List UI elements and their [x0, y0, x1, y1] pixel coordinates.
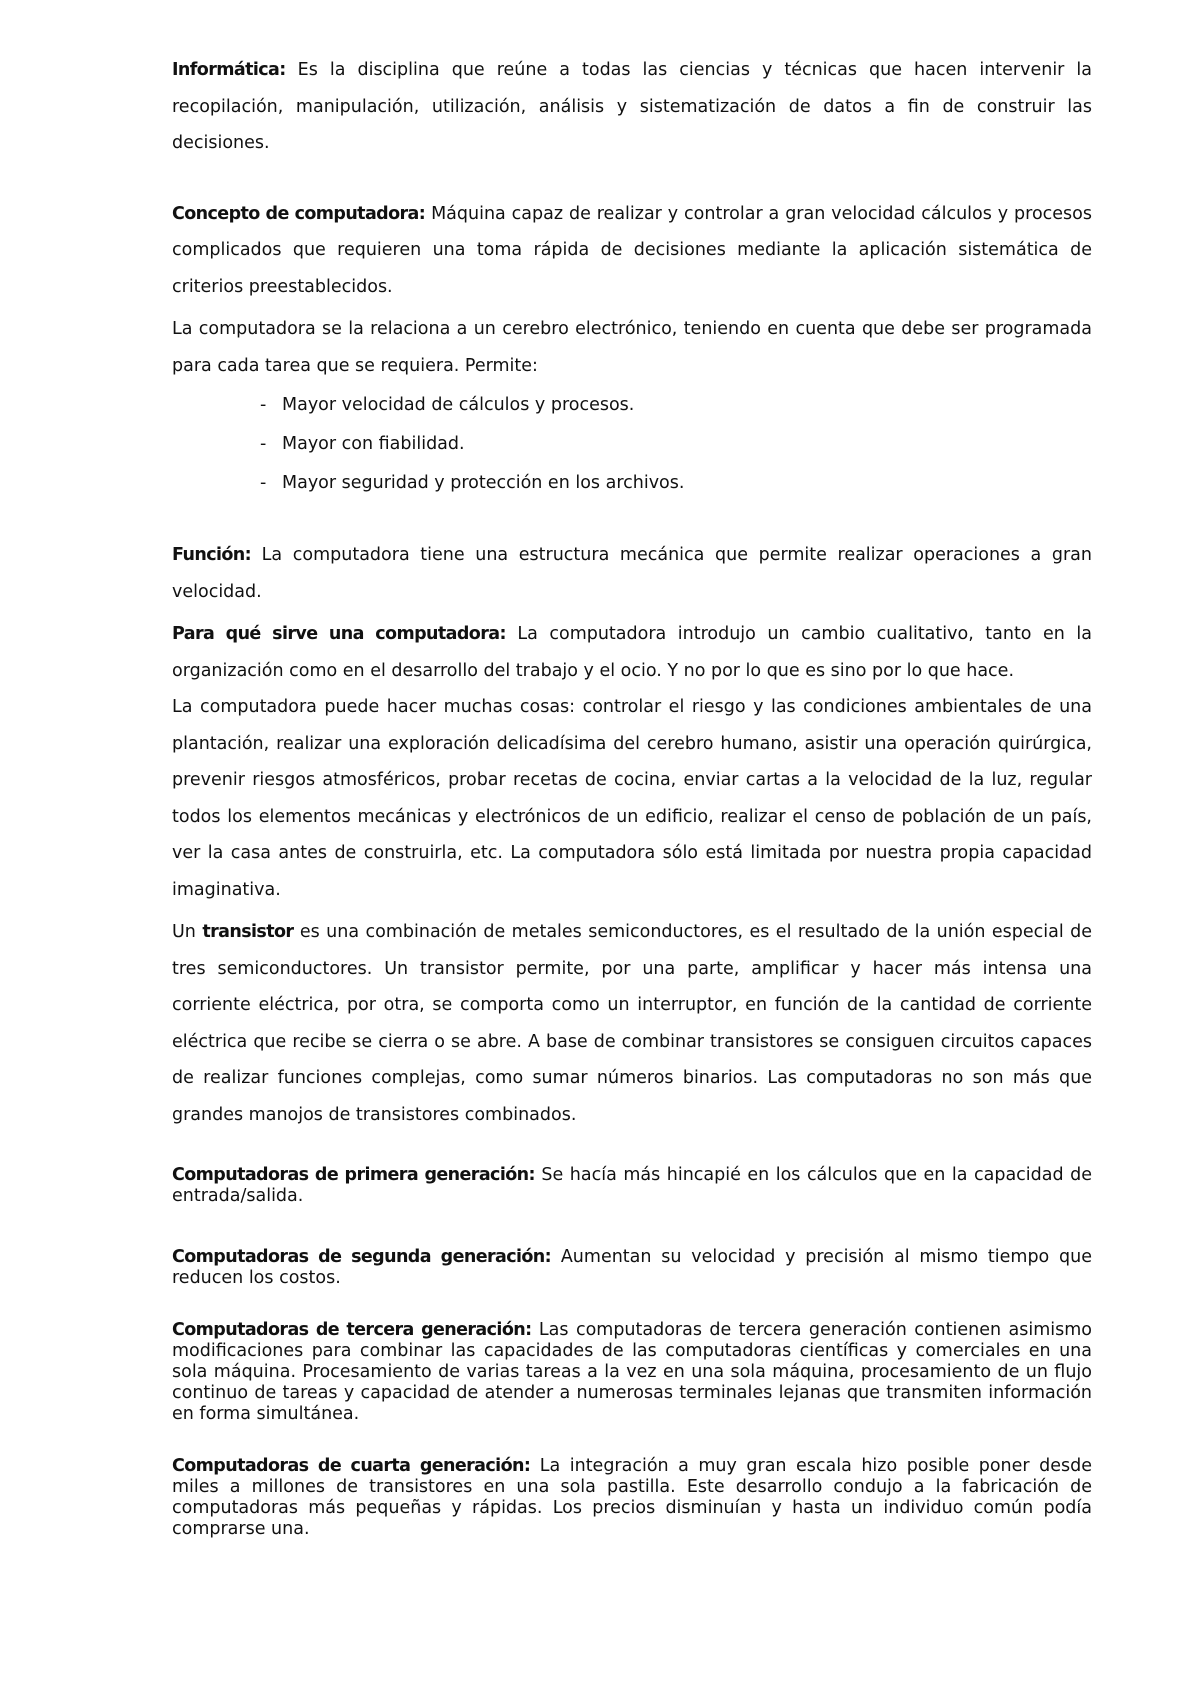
- text-segunda-generacion: Aumentan su velocidad y precisión al mismo tiempo que reducen los costos.: [172, 1247, 1092, 1288]
- paragraph-funcion: [172, 537, 1092, 610]
- text-concepto-computadora: Máquina capaz de realizar y controlar a gran velocidad cálculos y procesos complicados que requieren una toma rápida de decisiones mediante la aplicación sistemática de criterios preestablecidos.: [172, 203, 1092, 297]
- list-item: [260, 425, 1092, 464]
- paragraph-cuarta-generacion: [172, 1456, 1092, 1540]
- bullet-dash: -: [260, 473, 267, 493]
- term-informatica: Informática:: [172, 60, 286, 80]
- list-item: [260, 464, 1092, 503]
- paragraph-para-que-sirve: [172, 616, 1092, 689]
- paragraph-concepto: [172, 196, 1092, 306]
- paragraph-tercera-generacion: [172, 1320, 1092, 1425]
- text-transistor-prefix: Un: [172, 922, 203, 942]
- list-permite: [172, 386, 1092, 503]
- list-item: [260, 386, 1092, 425]
- paragraph-relacion-cerebro: [172, 311, 1092, 384]
- paragraph-muchas-cosas: [172, 689, 1092, 908]
- term-cuarta-generacion: Computadoras de cuarta generación:: [172, 1456, 531, 1476]
- document-page: [172, 52, 1092, 1540]
- list-item-text: Mayor con fiabilidad.: [282, 434, 465, 454]
- paragraph-primera-generacion: [172, 1165, 1092, 1207]
- text-muchas-cosas: La computadora puede hacer muchas cosas: controlar el riesgo y las condiciones ambientales de una plantación, realizar una exploración delicadísima del cerebro humano, asistir una operación quirúrgica, prevenir riesgos atmosféricos, probar recetas de cocina, enviar cartas a la velocidad de la luz, regular todos los elementos mecánicas y electrónicos de un edificio, realizar el censo de población de un país, ver la casa antes de construirla, etc. La computadora sólo está limitada por nuestra propia capacidad imaginativa.: [172, 697, 1092, 900]
- paragraph-transistor: [172, 914, 1092, 1133]
- term-para-que-sirve: Para qué sirve una computadora:: [172, 624, 506, 644]
- term-tercera-generacion: Computadoras de tercera generación:: [172, 1320, 532, 1340]
- list-item-text: Mayor velocidad de cálculos y procesos.: [282, 395, 635, 415]
- text-primera-generacion: Se hacía más hincapié en los cálculos que en la capacidad de entrada/salida.: [172, 1165, 1092, 1206]
- term-funcion: Función:: [172, 545, 252, 565]
- text-transistor: es una combinación de metales semiconductores, es el resultado de la unión especial de tres semiconductores. Un transistor permite, por una parte, amplificar y hacer más intensa una corriente eléctrica, por otra, se comporta como un interruptor, en función de la cantidad de corriente eléctrica que recibe se cierra o se abre. A base de combinar transistores se consiguen circuitos capaces de realizar funciones complejas, como sumar números binarios. Las computadoras no son más que grandes manojos de transistores combinados.: [172, 922, 1093, 1125]
- term-concepto-computadora: Concepto de computadora:: [172, 203, 426, 224]
- list-item-text: Mayor seguridad y protección en los archivos.: [282, 473, 685, 493]
- text-tercera-generacion: Las computadoras de tercera generación contienen asimismo modificaciones para combinar las capacidades de las computadoras científicas y comerciales en una sola máquina. Procesamiento de varias tareas a la vez en una sola máquina, procesamiento de un flujo continuo de tareas y capacidad de atender a numerosas terminales lejanas que transmiten información en forma simultánea.: [172, 1320, 1092, 1424]
- term-transistor: transistor: [202, 922, 294, 942]
- text-relacion-cerebro: La computadora se la relaciona a un cerebro electrónico, teniendo en cuenta que debe ser programada para cada tarea que se requiera. Permite:: [172, 319, 1092, 376]
- term-primera-generacion: Computadoras de primera generación:: [172, 1165, 535, 1185]
- text-funcion: La computadora tiene una estructura mecánica que permite realizar operaciones a gran velocidad.: [172, 545, 1092, 602]
- text-informatica: Es la disciplina que reúne a todas las ciencias y técnicas que hacen intervenir la recopilación, manipulación, utilización, análisis y sistematización de datos a fin de construir las decisiones.: [172, 60, 1092, 153]
- text-para-que-sirve: La computadora introdujo un cambio cualitativo, tanto en la organización como en el desarrollo del trabajo y el ocio. Y no por lo que es sino por lo que hace.: [172, 624, 1092, 681]
- text-cuarta-generacion: La integración a muy gran escala hizo posible poner desde miles a millones de transistores en una sola pastilla. Este desarrollo condujo a la fabricación de computadoras más pequeñas y rápidas. Los precios disminuían y hasta un individuo común podía comprarse una.: [172, 1456, 1092, 1539]
- term-segunda-generacion: Computadoras de segunda generación:: [172, 1247, 552, 1267]
- paragraph-segunda-generacion: [172, 1247, 1092, 1289]
- bullet-dash: -: [260, 395, 267, 415]
- bullet-dash: -: [260, 434, 267, 454]
- paragraph-informatica: [172, 52, 1092, 162]
